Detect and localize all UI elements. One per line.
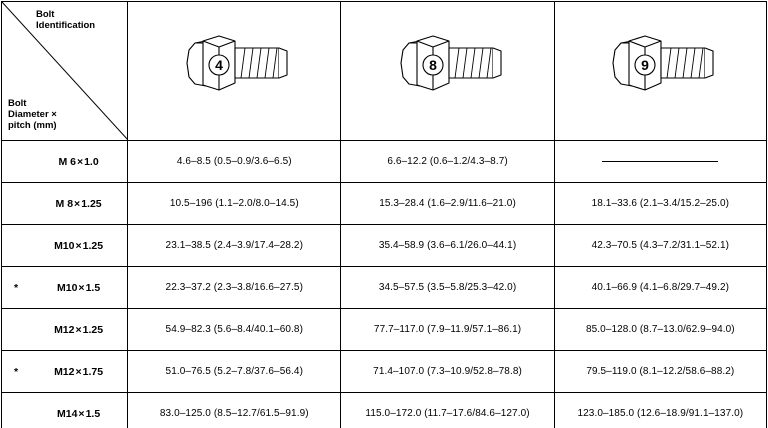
torque-value-cell: 18.1–33.6 (2.1–3.4/15.2–25.0)	[554, 183, 766, 225]
bolt-identification-label-line2: Identification	[36, 20, 96, 31]
multiply-symbol: ×	[75, 365, 82, 378]
bolt-pitch: 1.0	[84, 155, 99, 168]
torque-value-cell-empty	[554, 141, 766, 183]
table-row	[2, 225, 767, 267]
torque-value-cell: 15.3–28.4 (1.6–2.9/11.6–21.0)	[341, 183, 554, 225]
bolt-size-cell	[2, 309, 128, 351]
bolt-diameter: M 8	[55, 197, 74, 210]
bolt-identification-label-line1: Bolt	[36, 9, 55, 20]
table-row	[2, 351, 767, 393]
multiply-symbol: ×	[75, 323, 82, 336]
corner-header-inner	[2, 2, 127, 140]
bolt-diameter: M12	[54, 365, 75, 378]
bolt-size-cell	[2, 141, 128, 183]
bolt-diameter: M12	[54, 323, 75, 336]
torque-value-cell: 42.3–70.5 (4.3–7.2/31.1–52.1)	[554, 225, 766, 267]
bolt-pitch: 1.75	[82, 365, 104, 378]
bolt-pitch: 1.25	[81, 197, 102, 210]
bolt-pitch: 1.25	[82, 323, 104, 336]
multiply-symbol: ×	[75, 239, 82, 252]
bolt-header-cell-3	[554, 2, 766, 141]
torque-value-cell: 115.0–172.0 (11.7–17.6/84.6–127.0)	[341, 393, 554, 428]
bolt-size-cell	[2, 351, 128, 393]
torque-value-cell: 123.0–185.0 (12.6–18.9/91.1–137.0)	[554, 393, 766, 428]
multiply-symbol: ×	[76, 155, 84, 168]
not-applicable-dash	[602, 161, 718, 162]
bolt-size-cell	[2, 225, 128, 267]
table-header-row	[2, 2, 767, 141]
table-row	[2, 141, 767, 183]
table-row	[2, 393, 767, 428]
torque-value-cell: 6.6–12.2 (0.6–1.2/4.3–8.7)	[341, 141, 554, 183]
torque-value-cell: 23.1–38.5 (2.4–3.9/17.4–28.2)	[128, 225, 341, 267]
torque-value-cell: 35.4–58.9 (3.6–6.1/26.0–44.1)	[341, 225, 554, 267]
table-row	[2, 267, 767, 309]
torque-value-cell: 83.0–125.0 (8.5–12.7/61.5–91.9)	[128, 393, 341, 428]
bolt-pitch: 1.5	[85, 281, 101, 294]
torque-value-cell: 77.7–117.0 (7.9–11.9/57.1–86.1)	[341, 309, 554, 351]
bolt-grade-mark-2: 8	[428, 57, 437, 73]
bolt-diameter: M14	[56, 407, 78, 420]
bolt-illustration-icon	[585, 23, 735, 119]
torque-value-cell: 34.5–57.5 (3.5–5.8/25.3–42.0)	[341, 267, 554, 309]
table-row	[2, 183, 767, 225]
bolt-grade-mark-1: 4	[215, 57, 224, 73]
multiply-symbol: ×	[78, 407, 85, 420]
bolt-header-cell-1	[128, 2, 341, 141]
bolt-size-cell	[2, 393, 128, 428]
torque-value-cell: 54.9–82.3 (5.6–8.4/40.1–60.8)	[128, 309, 341, 351]
table-row	[2, 309, 767, 351]
bolt-illustration-icon	[373, 23, 523, 119]
multiply-symbol: ×	[74, 197, 81, 210]
torque-value-cell: 22.3–37.2 (2.3–3.8/16.6–27.5)	[128, 267, 341, 309]
torque-value-cell: 40.1–66.9 (4.1–6.8/29.7–49.2)	[554, 267, 766, 309]
footnote-asterisk: *	[14, 365, 19, 378]
bolt-header-cell-2	[341, 2, 554, 141]
bolt-diameter-label-line2: Diameter ×	[8, 109, 57, 120]
torque-value-cell: 51.0–76.5 (5.2–7.8/37.6–56.4)	[128, 351, 341, 393]
torque-value-cell: 79.5–119.0 (8.1–12.2/58.6–88.2)	[554, 351, 766, 393]
bolt-diameter: M10	[56, 281, 78, 294]
multiply-symbol: ×	[78, 281, 85, 294]
bolt-illustration-icon	[159, 23, 309, 119]
bolt-grade-mark-3: 9	[641, 57, 650, 73]
bolt-diameter: M 6	[58, 155, 76, 168]
torque-value-cell: 85.0–128.0 (8.7–13.0/62.9–94.0)	[554, 309, 766, 351]
bolt-diameter: M10	[54, 239, 75, 252]
bolt-diameter-label-line3: pitch (mm)	[8, 120, 57, 131]
bolt-identification-label	[36, 9, 95, 31]
bolt-size-cell	[2, 267, 128, 309]
bolt-diameter-pitch-label	[8, 98, 57, 131]
bolt-pitch: 1.25	[82, 239, 104, 252]
torque-value-cell: 4.6–8.5 (0.5–0.9/3.6–6.5)	[128, 141, 341, 183]
bolt-diameter-label-line1: Bolt	[8, 98, 27, 109]
torque-value-cell: 10.5–196 (1.1–2.0/8.0–14.5)	[128, 183, 341, 225]
bolt-pitch: 1.5	[85, 407, 101, 420]
torque-value-cell: 71.4–107.0 (7.3–10.9/52.8–78.8)	[341, 351, 554, 393]
footnote-asterisk: *	[14, 281, 19, 294]
bolt-size-cell	[2, 183, 128, 225]
corner-header-cell	[2, 2, 128, 141]
bolt-torque-table	[1, 1, 767, 428]
